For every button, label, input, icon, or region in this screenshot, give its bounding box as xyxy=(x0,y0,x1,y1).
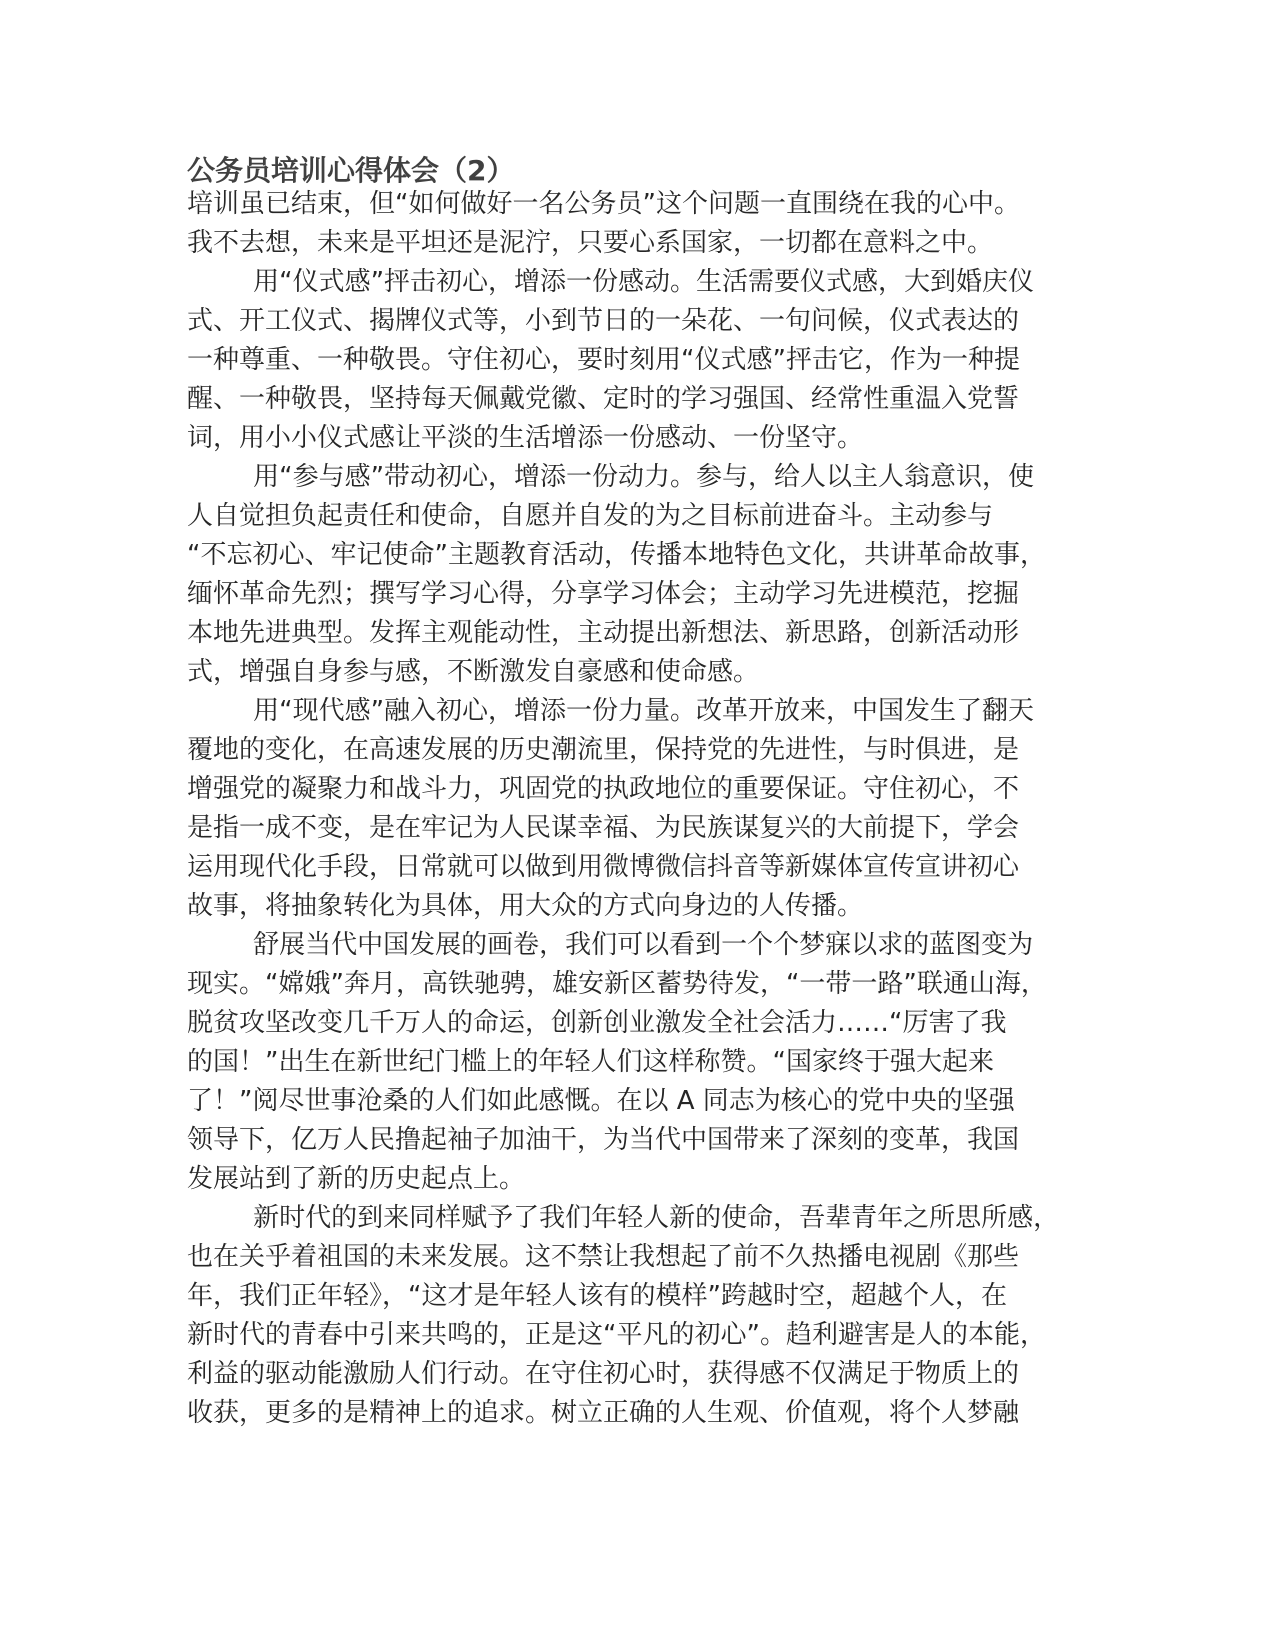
text-line: 一种尊重、一种敬畏。守住初心，要时刻用“仪式感”抨击它，作为一种提 xyxy=(187,345,1020,375)
document-body xyxy=(187,185,1107,1433)
text-line: 新时代的青春中引来共鸣的，正是这“平凡的初心”。趋利避害是人的本能， xyxy=(187,1320,1046,1350)
text-line: 用“仪式感”抨击初心，增添一份感动。生活需要仪式感，大到婚庆仪 xyxy=(187,267,1035,297)
text-line: 式，增强自身参与感，不断激发自豪感和使命感。 xyxy=(187,657,760,687)
text-line: 新时代的到来同样赋予了我们年轻人新的使命，吾辈青年之所思所感， xyxy=(187,1203,1060,1233)
text-line: 人自觉担负起责任和使命，自愿并自发的为之目标前进奋斗。主动参与 xyxy=(187,501,994,531)
text-line: 舒展当代中国发展的画卷，我们可以看到一个个梦寐以求的蓝图变为 xyxy=(187,930,1034,960)
text-line: 年，我们正年轻》，“这才是年轻人该有的模样”跨越时空，超越个人，在 xyxy=(187,1281,1007,1311)
text-line: 脱贫攻坚改变几千万人的命运，创新创业激发全社会活力……“厉害了我 xyxy=(187,1008,1007,1038)
text-line: 本地先进典型。发挥主观能动性，主动提出新想法、新思路，创新活动形 xyxy=(187,618,1020,648)
text-line: 利益的驱动能激励人们行动。在守住初心时，获得感不仅满足于物质上的 xyxy=(187,1359,1020,1389)
text-line: 发展站到了新的历史起点上。 xyxy=(187,1164,526,1194)
text-line: 运用现代化手段，日常就可以做到用微博微信抖音等新媒体宣传宣讲初心 xyxy=(187,852,1020,882)
text-line: 故事，将抽象转化为具体，用大众的方式向身边的人传播。 xyxy=(187,891,864,921)
text-line: “不忘初心、牢记使命”主题教育活动，传播本地特色文化，共讲革命故事， xyxy=(187,540,1046,570)
text-line: 用“参与感”带动初心，增添一份动力。参与，给人以主人翁意识，使 xyxy=(187,462,1035,492)
text-line: 增强党的凝聚力和战斗力，巩固党的执政地位的重要保证。守住初心，不 xyxy=(187,774,1020,804)
document-title: 公务员培训心得体会（2） xyxy=(187,154,515,187)
text-line: 了！”阅尽世事沧桑的人们如此感慨。在以 A 同志为核心的党中央的坚强 xyxy=(187,1086,1015,1116)
text-line: 用“现代感”融入初心，增添一份力量。改革开放来，中国发生了翻天 xyxy=(187,696,1035,726)
text-line: 收获，更多的是精神上的追求。树立正确的人生观、价值观，将个人梦融 xyxy=(187,1398,1020,1428)
text-line: 式、开工仪式、揭牌仪式等，小到节日的一朵花、一句问候，仪式表达的 xyxy=(187,306,1020,336)
text-line: 醒、一种敬畏，坚持每天佩戴党徽、定时的学习强国、经常性重温入党誓 xyxy=(187,384,1020,414)
text-line: 词，用小小仪式感让平淡的生活增添一份感动、一份坚守。 xyxy=(187,423,864,453)
text-line: 是指一成不变，是在牢记为人民谋幸福、为民族谋复兴的大前提下，学会 xyxy=(187,813,1020,843)
text-line: 现实。“嫦娥”奔月，高铁驰骋，雄安新区蓄势待发，“一带一路”联通山海， xyxy=(187,969,1047,999)
text-line: 我不去想，未来是平坦还是泥泞，只要心系国家，一切都在意料之中。 xyxy=(187,228,994,258)
text-line: 缅怀革命先烈；撰写学习心得，分享学习体会；主动学习先进模范，挖掘 xyxy=(187,579,1020,609)
text-line: 的国！”出生在新世纪门槛上的年轻人们这样称赞。“国家终于强大起来 xyxy=(187,1047,994,1077)
text-line: 培训虽已结束，但“如何做好一名公务员”这个问题一直围绕在我的心中。 xyxy=(187,189,1020,219)
text-line: 领导下，亿万人民撸起袖子加油干，为当代中国带来了深刻的变革，我国 xyxy=(187,1125,1020,1155)
text-line: 覆地的变化，在高速发展的历史潮流里，保持党的先进性，与时俱进，是 xyxy=(187,735,1020,765)
text-line: 也在关乎着祖国的未来发展。这不禁让我想起了前不久热播电视剧《那些 xyxy=(187,1242,1020,1272)
